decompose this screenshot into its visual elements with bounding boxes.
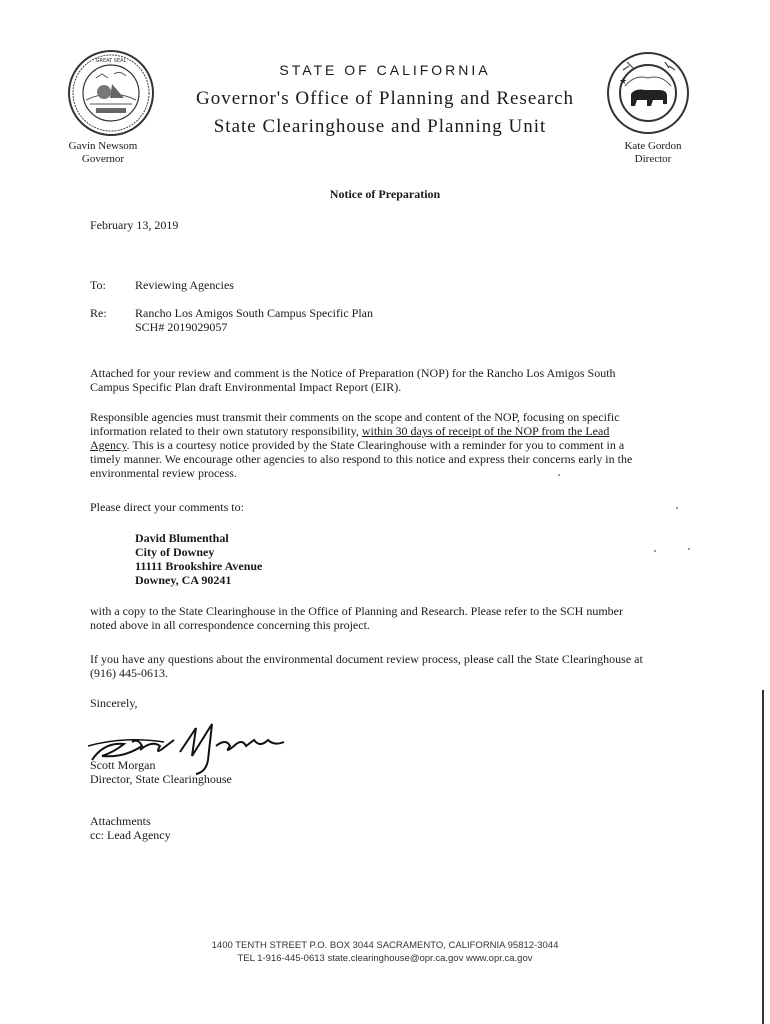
contact-name: David Blumenthal bbox=[135, 531, 229, 545]
paragraph-1: Attached for your review and comment is the Notice of Preparation (NOP) for the Rancho Los Amigos South Campus Specific Plan draft Environmental Impact Report (EIR). bbox=[90, 366, 616, 394]
contact-street: 11111 Brookshire Avenue bbox=[135, 559, 263, 573]
director-name: Kate Gordon bbox=[624, 140, 682, 152]
re-label: Re: bbox=[90, 306, 107, 320]
governor-block bbox=[62, 140, 144, 166]
signatory-title: Director, State Clearinghouse bbox=[90, 772, 232, 786]
contact-org: City of Downey bbox=[135, 545, 215, 559]
scan-speck bbox=[688, 548, 690, 550]
paragraph-3: with a copy to the State Clearinghouse in the Office of Planning and Research. Please refer to the SCH number noted above in all correspondence concerning this project. bbox=[90, 604, 623, 632]
footer-address: 1400 TENTH STREET P.O. BOX 3044 SACRAMENTO, CALIFORNIA 95812-3044 bbox=[211, 940, 559, 951]
scan-speck bbox=[654, 550, 656, 552]
scan-speck bbox=[558, 474, 560, 476]
to-label: To: bbox=[90, 278, 106, 292]
office-heading: Governor's Office of Planning and Research bbox=[196, 88, 574, 109]
attachments-note: Attachments bbox=[90, 814, 151, 828]
svg-text:GREAT SEAL: GREAT SEAL bbox=[95, 58, 127, 64]
signatory-block bbox=[90, 758, 232, 786]
director-block bbox=[612, 140, 694, 166]
letter-date: February 13, 2019 bbox=[90, 218, 179, 232]
re-sch-number: SCH# 2019029057 bbox=[135, 320, 228, 334]
enclosures bbox=[90, 814, 171, 842]
signatory-name: Scott Morgan bbox=[90, 758, 156, 772]
governor-name: Gavin Newsom bbox=[68, 140, 138, 152]
scan-speck bbox=[676, 507, 678, 509]
paragraph-4: If you have any questions about the environmental document review process, please call the State Clearinghouse at (916) 445-0613. bbox=[90, 652, 643, 680]
paragraph-2: Responsible agencies must transmit their comments on the scope and content of the NOP, focusing on specific information related to their own statutory responsibility, within 30 days of receipt of the NOP from the Lead Agency. This is a courtesy notice provided by the State Clearinghouse with a reminder for you to comment in a timely manner. We encourage other agencies to also respond to this notice and express their concerns early in the environmental review process. bbox=[90, 410, 633, 480]
re-project: Rancho Los Amigos South Campus Specific Plan bbox=[135, 306, 373, 320]
cc-note: cc: Lead Agency bbox=[90, 828, 171, 842]
director-title: Director bbox=[634, 153, 672, 165]
scan-edge-line bbox=[762, 690, 764, 1024]
contact-address bbox=[135, 531, 262, 587]
svg-text:★: ★ bbox=[619, 77, 628, 87]
state-heading: STATE OF CALIFORNIA bbox=[279, 62, 491, 78]
deadline-underline: within 30 days of receipt of the NOP from the Lead bbox=[361, 424, 610, 438]
closing: Sincerely, bbox=[90, 696, 138, 710]
notice-title: Notice of Preparation bbox=[329, 187, 441, 201]
to-value: Reviewing Agencies bbox=[135, 278, 234, 292]
contact-city: Downey, CA 90241 bbox=[135, 573, 232, 587]
unit-heading: State Clearinghouse and Planning Unit bbox=[213, 116, 547, 137]
footer-contact: TEL 1-916-445-0613 state.clearinghouse@opr.ca.gov www.opr.ca.gov bbox=[237, 953, 533, 964]
governor-title: Governor bbox=[81, 153, 125, 165]
direct-comments-text: Please direct your comments to: bbox=[90, 500, 244, 514]
